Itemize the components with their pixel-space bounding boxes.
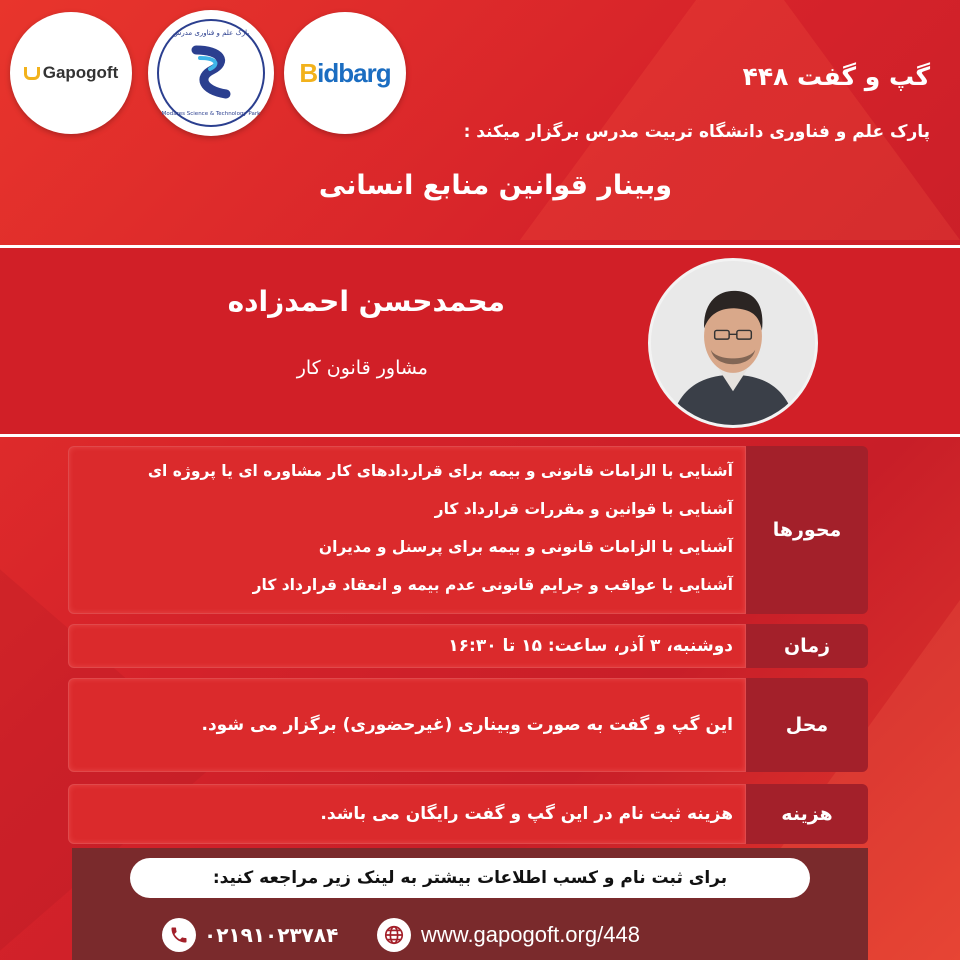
cup-icon: [24, 67, 40, 80]
park-emblem-icon: [176, 38, 246, 108]
topics-label: محورها: [746, 446, 868, 614]
speaker-portrait-icon: [651, 261, 815, 425]
phone-contact[interactable]: [162, 918, 338, 952]
phone-icon: [162, 918, 196, 952]
topic-item: آشنایی با الزامات قانونی و بیمه برای قراردادهای کار مشاوره ای یا پروژه ای: [147, 462, 733, 480]
registration-text: برای ثبت نام و کسب اطلاعات بیشتر به لینک زیر مراجعه کنید:: [130, 858, 810, 898]
organizer-text: پارک علم و فناوری دانشگاه تربیت مدرس برگزار میکند :: [463, 122, 930, 142]
series-title: گپ و گفت ۴۴۸: [742, 62, 930, 91]
gapogoft-logo: [10, 12, 132, 134]
footer: [72, 848, 868, 960]
website-link[interactable]: www.gapogoft.org/448: [421, 922, 640, 947]
place-label: محل: [746, 678, 868, 772]
cost-row: [68, 784, 868, 844]
bidbarg-logo: [284, 12, 406, 134]
webinar-title: وبینار قوانین منابع انسانی: [318, 170, 672, 201]
park-logo-text: پارک علم و فناوری مدرس: [172, 29, 250, 37]
speaker-photo: [648, 258, 818, 428]
topic-item: آشنایی با قوانین و مقررات قرارداد کار: [434, 500, 733, 518]
topics-row: [68, 446, 868, 614]
speaker-role: مشاور قانون کار: [296, 357, 428, 379]
gapogoft-logo-text: Gapogoft: [42, 63, 119, 82]
time-label: زمان: [746, 624, 868, 668]
topics-list: [68, 446, 746, 614]
divider: [0, 434, 960, 437]
park-logo-english-text: Modares Science & Technology Park: [161, 111, 261, 117]
cost-label: هزینه: [746, 784, 868, 844]
time-value: دوشنبه، ۳ آذر، ساعت: ۱۵ تا ۱۶:۳۰: [68, 624, 746, 668]
phone-number[interactable]: ۰۲۱۹۱۰۲۳۷۸۴: [204, 923, 339, 947]
website-contact[interactable]: [377, 918, 640, 952]
speaker-name: محمدحسن احمدزاده: [227, 285, 505, 318]
place-value: این گپ و گفت به صورت وبیناری (غیرحضوری) برگزار می شود.: [68, 678, 746, 772]
globe-icon: [377, 918, 411, 952]
header: [0, 0, 960, 245]
place-row: [68, 678, 868, 772]
topic-item: آشنایی با الزامات قانونی و بیمه برای پرسنل و مدیران: [318, 538, 733, 556]
topic-item: آشنایی با عواقب و جرایم قانونی عدم بیمه و انعقاد قرارداد کار: [252, 576, 733, 594]
bidbarg-logo-initial: B: [299, 57, 318, 88]
time-row: [68, 624, 868, 668]
cost-value: هزینه ثبت نام در این گپ و گفت رایگان می باشد.: [68, 784, 746, 844]
bidbarg-logo-text: idbarg: [317, 57, 391, 88]
science-park-logo: [148, 10, 274, 136]
